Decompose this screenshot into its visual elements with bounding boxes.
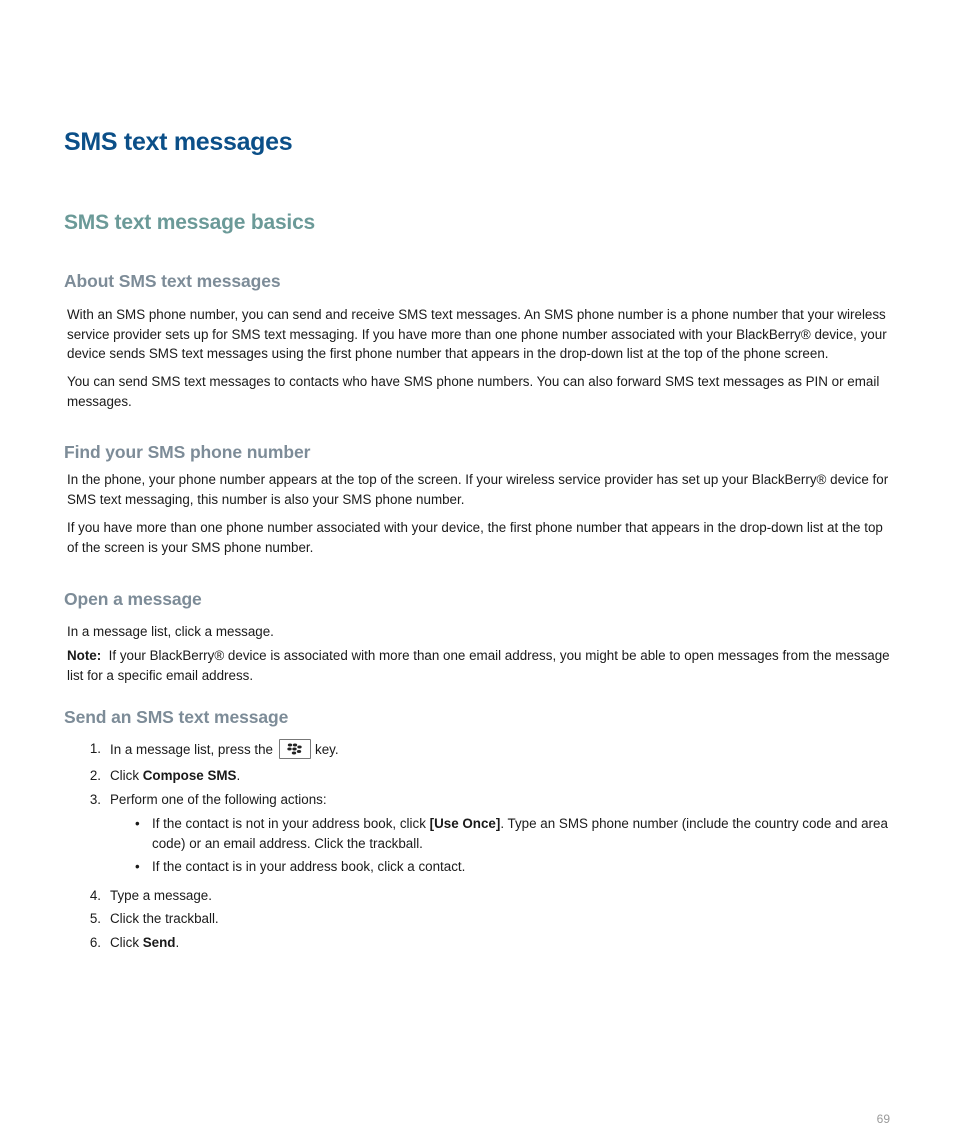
step-text-after: . [175,935,180,950]
step-text-after: . [236,768,241,783]
note-text: If your BlackBerry® device is associated with more than one email address, you might be able to open messages from the message list for a specific email address. [67,648,890,683]
open-heading: Open a message [64,589,202,609]
about-paragraph-2: You can send SMS text messages to contacts who have SMS phone numbers. You can also forward SMS text messages as PIN or email messages. [67,374,880,409]
bullet-bold-text: [Use Once] [429,816,501,831]
step-number: 2. [89,768,101,783]
find-paragraph-1: In the phone, your phone number appears at the top of the screen. If your wireless service provider has set up your BlackBerry® device for SMS text messaging, this number is also your SMS phone number. [67,472,889,507]
step-bold-text: Send [142,935,176,950]
step-number: 3. [89,792,101,807]
bullet-text: If the contact is in your address book, click a contact. [152,859,466,874]
blackberry-menu-key-icon [279,739,311,759]
page-title: SMS text messages [64,128,293,156]
find-paragraph-2: If you have more than one phone number associated with your device, the first phone number that appears in the drop-down list at the top of the screen is your SMS phone number. [67,520,883,555]
step-text: In a message list, press the [110,742,273,757]
find-heading: Find your SMS phone number [64,442,311,462]
step-number: 4. [89,888,101,903]
step-text-after: key. [315,742,339,757]
step-text: Type a message. [110,888,212,903]
bullet-text-after: . Type an SMS phone number (include the country code and area code) or an email address. Click the trackball. [152,816,888,851]
step-number: 5. [89,911,101,926]
step-bold-text: Compose SMS [142,768,237,783]
bullet-dot: • [135,859,140,874]
bullet-text: If the contact is not in your address book, click [152,816,430,831]
open-note [67,646,895,685]
step-text: Click [110,935,143,950]
about-heading: About SMS text messages [64,271,281,291]
step-text: Click the trackball. [110,911,219,926]
page-number: 69 [876,1112,890,1126]
about-paragraph-1: With an SMS phone number, you can send and receive SMS text messages. An SMS phone number is a phone number that your wireless service provider sets up for SMS text messaging. If you have more than one phone number associated with your BlackBerry® device, your device sends SMS text messages using the first phone number that appears in the drop-down list at the top of the phone screen. [67,307,887,361]
step-number: 1. [89,741,101,756]
step-text: Perform one of the following actions: [110,792,327,807]
open-paragraph: In a message list, click a message. [67,624,274,639]
step-text: Click [110,768,143,783]
step-number: 6. [89,935,101,950]
section-heading: SMS text message basics [64,211,316,234]
note-label: Note: [67,648,102,663]
bullet-dot: • [135,816,140,831]
send-heading: Send an SMS text message [64,707,289,727]
